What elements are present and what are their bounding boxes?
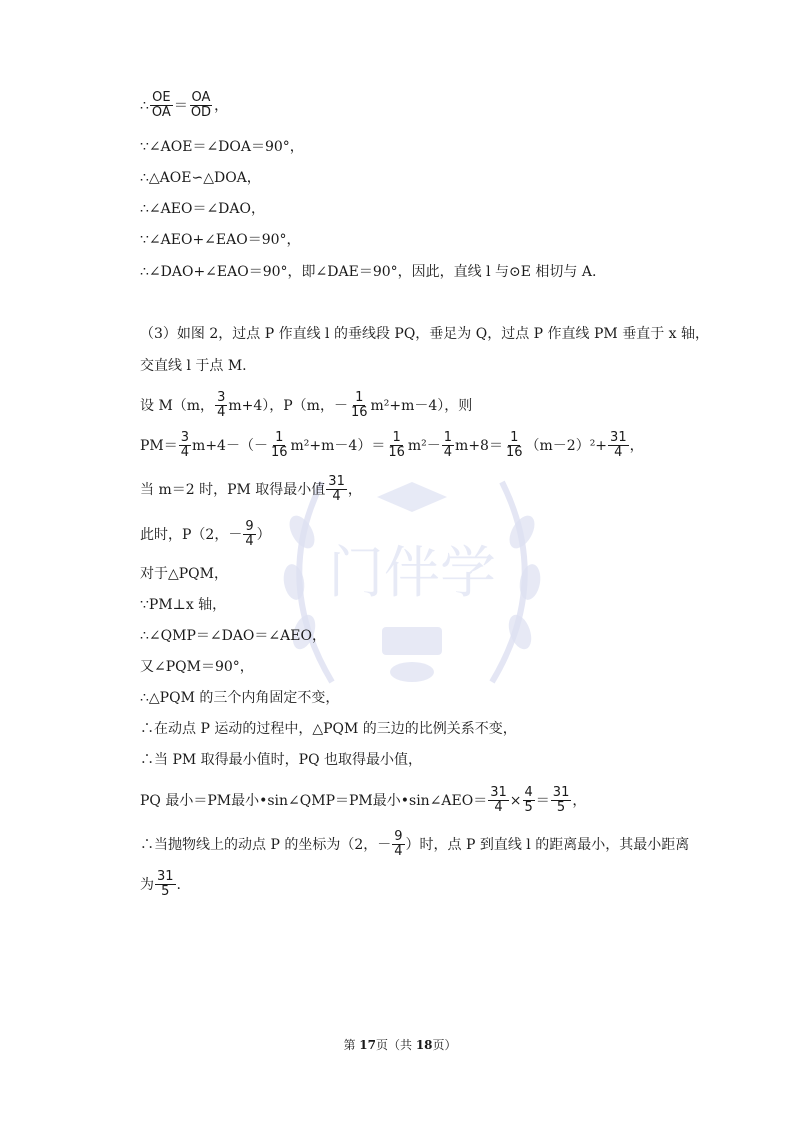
text-run: ＝ bbox=[535, 792, 550, 809]
text-run: ∵∠AOE＝∠DOA＝90°， bbox=[140, 139, 304, 155]
fraction-numerator: 1 bbox=[510, 430, 519, 445]
footer-prefix: 第 bbox=[343, 1038, 360, 1052]
text-line bbox=[140, 262, 596, 282]
fraction-numerator: 3 bbox=[180, 430, 190, 445]
fraction-numerator: 3 bbox=[217, 390, 226, 405]
text-run: × bbox=[509, 792, 522, 809]
text-line bbox=[140, 786, 586, 816]
fraction bbox=[488, 786, 509, 816]
text-line bbox=[140, 137, 304, 157]
fraction-denominator: 16 bbox=[388, 445, 405, 461]
text-run: ＝ bbox=[173, 97, 188, 114]
text-line bbox=[140, 199, 265, 219]
fraction bbox=[551, 786, 572, 816]
text-line bbox=[140, 719, 517, 739]
text-line bbox=[140, 475, 362, 505]
fraction bbox=[523, 786, 535, 816]
fraction-denominator: 4 bbox=[180, 445, 190, 461]
watermark-text: 门伴学 bbox=[328, 541, 496, 606]
text-run: ∴∠AEO＝∠DAO， bbox=[140, 201, 265, 217]
text-line bbox=[140, 168, 261, 188]
text-line bbox=[140, 750, 422, 770]
page-footer bbox=[0, 1036, 800, 1053]
fraction-numerator: 1 bbox=[443, 430, 453, 445]
footer-mid: 页（共 bbox=[375, 1038, 416, 1052]
text-line bbox=[140, 595, 226, 615]
text-run: ∴△AOE∽△DOA， bbox=[140, 170, 261, 186]
text-run: ∵∠AEO+∠EAO＝90°， bbox=[140, 232, 301, 248]
text-run: ∴△PQM 的三个内角固定不变， bbox=[140, 690, 340, 706]
fraction-numerator: 31 bbox=[490, 785, 507, 800]
fraction bbox=[243, 520, 255, 550]
text-run: m²－ bbox=[407, 437, 441, 454]
text-run: 又∠PQM＝90°， bbox=[140, 659, 254, 675]
text-run: （3）如图 2，过点 P 作直线 l 的垂线段 PQ，垂足为 Q，过点 P 作直线 PM 垂直于 x 轴， bbox=[140, 326, 710, 342]
text-run: 为 bbox=[140, 876, 154, 893]
fraction-denominator: OD bbox=[190, 105, 212, 121]
text-run: ∴当抛物线上的动点 P 的坐标为（2，－ bbox=[140, 836, 392, 853]
fraction-denominator: OA bbox=[151, 105, 171, 121]
text-line bbox=[140, 230, 301, 250]
footer-total-pages: 18 bbox=[415, 1038, 433, 1052]
fraction bbox=[392, 830, 404, 860]
text-run: （m－2）²+ bbox=[525, 437, 608, 454]
text-run: ∴在动点 P 运动的过程中，△PQM 的三边的比例关系不变， bbox=[140, 721, 517, 737]
text-run: m+4－（－ bbox=[192, 437, 268, 454]
text-line bbox=[140, 431, 644, 461]
text-line bbox=[140, 830, 689, 860]
text-run: 此时，P（2，－ bbox=[140, 526, 243, 543]
fraction bbox=[215, 391, 227, 421]
text-line bbox=[140, 391, 472, 421]
fraction-numerator: 1 bbox=[275, 430, 284, 445]
fraction-denominator: 4 bbox=[494, 800, 503, 816]
text-run: 交直线 l 于点 M. bbox=[140, 358, 247, 374]
text-run: ∴∠DAO+∠EAO＝90°，即∠DAE＝90°，因此，直线 l 与⊙E 相切与 A. bbox=[140, 264, 597, 280]
text-line bbox=[140, 520, 271, 550]
fraction-numerator: 1 bbox=[392, 430, 401, 445]
text-run: ） bbox=[256, 526, 271, 543]
text-run: ， bbox=[572, 792, 587, 809]
text-line bbox=[140, 870, 181, 900]
text-line bbox=[140, 657, 254, 677]
text-line bbox=[140, 564, 228, 584]
fraction-denominator: 4 bbox=[332, 489, 341, 505]
fraction-denominator: 4 bbox=[217, 405, 226, 421]
fraction bbox=[608, 431, 629, 461]
fraction-numerator: 31 bbox=[610, 430, 627, 445]
text-run: 对于△PQM， bbox=[140, 566, 228, 582]
text-run: ）时，点 P 到直线 l 的距离最小，其最小距离 bbox=[405, 836, 690, 853]
fraction-numerator: 31 bbox=[328, 474, 345, 489]
text-line bbox=[140, 324, 709, 344]
fraction-numerator: OE bbox=[152, 90, 171, 105]
text-run: 当 m＝2 时，PM 取得最小值 bbox=[140, 481, 326, 498]
text-line bbox=[140, 91, 228, 121]
fraction bbox=[155, 870, 176, 900]
fraction bbox=[269, 431, 290, 461]
fraction bbox=[504, 431, 525, 461]
fraction-numerator: 1 bbox=[355, 390, 364, 405]
text-run: ， bbox=[347, 481, 362, 498]
text-run: . bbox=[176, 876, 181, 893]
footer-page-number: 17 bbox=[359, 1038, 376, 1052]
fraction bbox=[179, 431, 191, 461]
fraction-numerator: 31 bbox=[552, 785, 570, 800]
fraction bbox=[349, 391, 370, 421]
fraction bbox=[326, 475, 347, 505]
fraction bbox=[442, 431, 454, 461]
text-run: m+8＝ bbox=[455, 437, 503, 454]
fraction-denominator: 16 bbox=[270, 445, 288, 461]
text-run: ∴∠QMP＝∠DAO＝∠AEO， bbox=[140, 628, 326, 644]
footer-suffix: 页） bbox=[432, 1038, 457, 1052]
text-run: ∴ bbox=[140, 97, 149, 114]
text-run: ， bbox=[214, 97, 229, 114]
text-run: m²+m－4）＝ bbox=[290, 437, 386, 454]
text-run: PM＝ bbox=[140, 437, 178, 454]
fraction-denominator: 4 bbox=[614, 445, 623, 461]
text-run: m+4），P（m，－ bbox=[228, 397, 348, 414]
text-line bbox=[140, 626, 326, 646]
text-run: ∴当 PM 取得最小值时，PQ 也取得最小值， bbox=[140, 752, 423, 768]
fraction-denominator: 16 bbox=[350, 405, 368, 421]
fraction-denominator: 5 bbox=[161, 884, 170, 900]
text-run: m²+m－4），则 bbox=[370, 397, 473, 414]
fraction-denominator: 16 bbox=[505, 445, 523, 461]
fraction-numerator: 4 bbox=[524, 785, 533, 800]
fraction-denominator: 4 bbox=[443, 445, 453, 461]
fraction-denominator: 4 bbox=[394, 844, 403, 860]
fraction bbox=[150, 91, 173, 121]
fraction-numerator: 31 bbox=[157, 869, 174, 884]
text-run: PQ 最小＝PM最小•sin∠QMP＝PM最小•sin∠AEO＝ bbox=[140, 792, 488, 809]
text-line bbox=[140, 688, 339, 708]
fraction bbox=[189, 91, 213, 121]
text-run: ∵PM⊥x 轴， bbox=[140, 597, 227, 613]
fraction-numerator: 9 bbox=[394, 829, 403, 844]
text-run: 设 M（m， bbox=[140, 397, 215, 414]
fraction-denominator: 5 bbox=[524, 800, 533, 816]
text-run: ， bbox=[629, 437, 644, 454]
fraction bbox=[386, 431, 407, 461]
fraction-numerator: 9 bbox=[245, 519, 254, 534]
fraction-numerator: OA bbox=[191, 90, 211, 105]
fraction-denominator: 5 bbox=[556, 800, 566, 816]
text-line bbox=[140, 356, 247, 376]
fraction-denominator: 4 bbox=[245, 534, 254, 550]
